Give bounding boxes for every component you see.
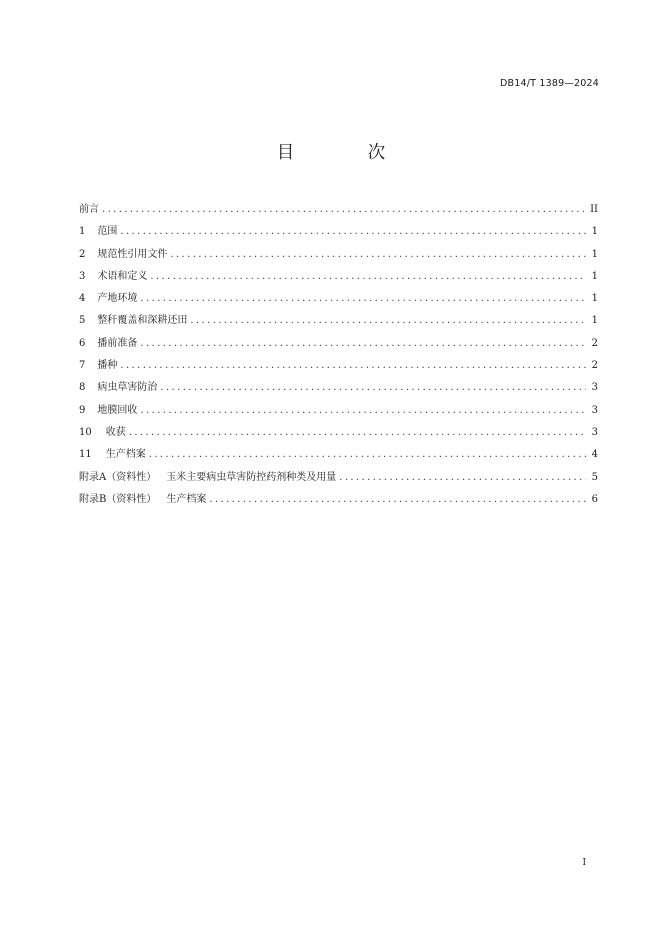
toc-entry-page: 4 — [591, 449, 598, 461]
toc-entry-number: 5 — [79, 315, 86, 327]
toc-entry-label: 播种 — [97, 360, 118, 372]
toc-entry-number: 附录B（资料性） — [79, 493, 157, 505]
toc-entry-page: 3 — [591, 382, 598, 394]
toc-dot-leader — [140, 400, 586, 422]
toc-dot-leader — [339, 467, 586, 489]
toc-entry-label: 玉米主要病虫草害防控药剂种类及用量 — [166, 471, 337, 483]
toc-entry-page: 5 — [591, 471, 598, 483]
toc-dot-leader — [170, 244, 586, 266]
toc-entry-number: 3 — [79, 270, 86, 282]
toc-entry[interactable] — [79, 444, 598, 466]
toc-entry[interactable] — [79, 333, 598, 355]
toc-dot-leader — [149, 444, 586, 466]
toc-entry-number: 1 — [79, 226, 86, 238]
toc-entry[interactable] — [79, 244, 598, 266]
toc-entry[interactable] — [79, 422, 598, 444]
toc-entry-page: 1 — [591, 226, 598, 238]
toc-dot-leader — [150, 266, 586, 288]
toc-entry[interactable] — [79, 266, 598, 288]
toc-dot-leader — [160, 377, 586, 399]
toc-dot-leader — [140, 333, 586, 355]
toc-entry-number: 附录A（资料性） — [79, 471, 157, 483]
toc-entry-label: 病虫草害防治 — [97, 382, 158, 394]
toc-entry-page: II — [590, 204, 598, 215]
toc-entry[interactable] — [79, 400, 598, 422]
toc-entry[interactable] — [79, 355, 598, 377]
toc-entry-page: 1 — [591, 315, 598, 327]
toc-entry-page: 2 — [591, 360, 598, 372]
toc-entry-number: 10 — [79, 426, 92, 438]
page-number: I — [582, 858, 586, 868]
toc-entry-label: 收获 — [105, 426, 126, 438]
toc-entry[interactable] — [79, 310, 598, 332]
document-code: DB14/T 1389—2024 — [500, 78, 599, 89]
table-of-contents — [79, 199, 598, 511]
toc-entry-label: 前言 — [79, 204, 99, 215]
toc-entry-label: 地膜回收 — [97, 404, 138, 416]
toc-entry-number: 9 — [79, 404, 86, 416]
toc-entry-page: 1 — [591, 270, 598, 282]
toc-entry[interactable] — [79, 221, 598, 243]
toc-title: 目 次 — [276, 143, 420, 163]
toc-dot-leader — [190, 310, 586, 332]
toc-entry-page: 3 — [591, 426, 598, 438]
toc-entry-label: 规范性引用文件 — [97, 248, 168, 260]
toc-entry-label: 范围 — [97, 226, 118, 238]
toc-entry-page: 1 — [591, 248, 598, 260]
toc-entry-label: 生产档案 — [166, 493, 207, 505]
toc-entry-label: 整秆覆盖和深耕还田 — [97, 315, 188, 327]
toc-entry-number: 6 — [79, 337, 86, 349]
toc-dot-leader — [120, 355, 586, 377]
toc-entry-number: 11 — [79, 449, 92, 461]
toc-entry-number: 8 — [79, 382, 86, 394]
toc-dot-leader — [209, 489, 586, 511]
toc-entry-number: 2 — [79, 248, 86, 260]
toc-entry-label: 生产档案 — [105, 449, 146, 461]
toc-entry-page: 3 — [591, 404, 598, 416]
toc-dot-leader — [129, 422, 586, 444]
toc-dot-leader — [120, 221, 586, 243]
toc-entry[interactable] — [79, 288, 598, 310]
toc-entry[interactable] — [79, 377, 598, 399]
toc-dot-leader — [102, 199, 586, 221]
toc-entry[interactable] — [79, 489, 598, 511]
toc-dot-leader — [140, 288, 586, 310]
toc-entry-page: 6 — [591, 493, 598, 505]
toc-entry-number: 7 — [79, 360, 86, 372]
toc-entry[interactable] — [79, 199, 598, 221]
toc-entry-number: 4 — [79, 293, 86, 305]
toc-entry-page: 2 — [591, 337, 598, 349]
toc-entry-page: 1 — [591, 293, 598, 305]
toc-entry[interactable] — [79, 467, 598, 489]
toc-entry-label: 术语和定义 — [97, 270, 148, 282]
toc-entry-label: 播前准备 — [97, 337, 138, 349]
toc-entry-label: 产地环境 — [97, 293, 138, 305]
